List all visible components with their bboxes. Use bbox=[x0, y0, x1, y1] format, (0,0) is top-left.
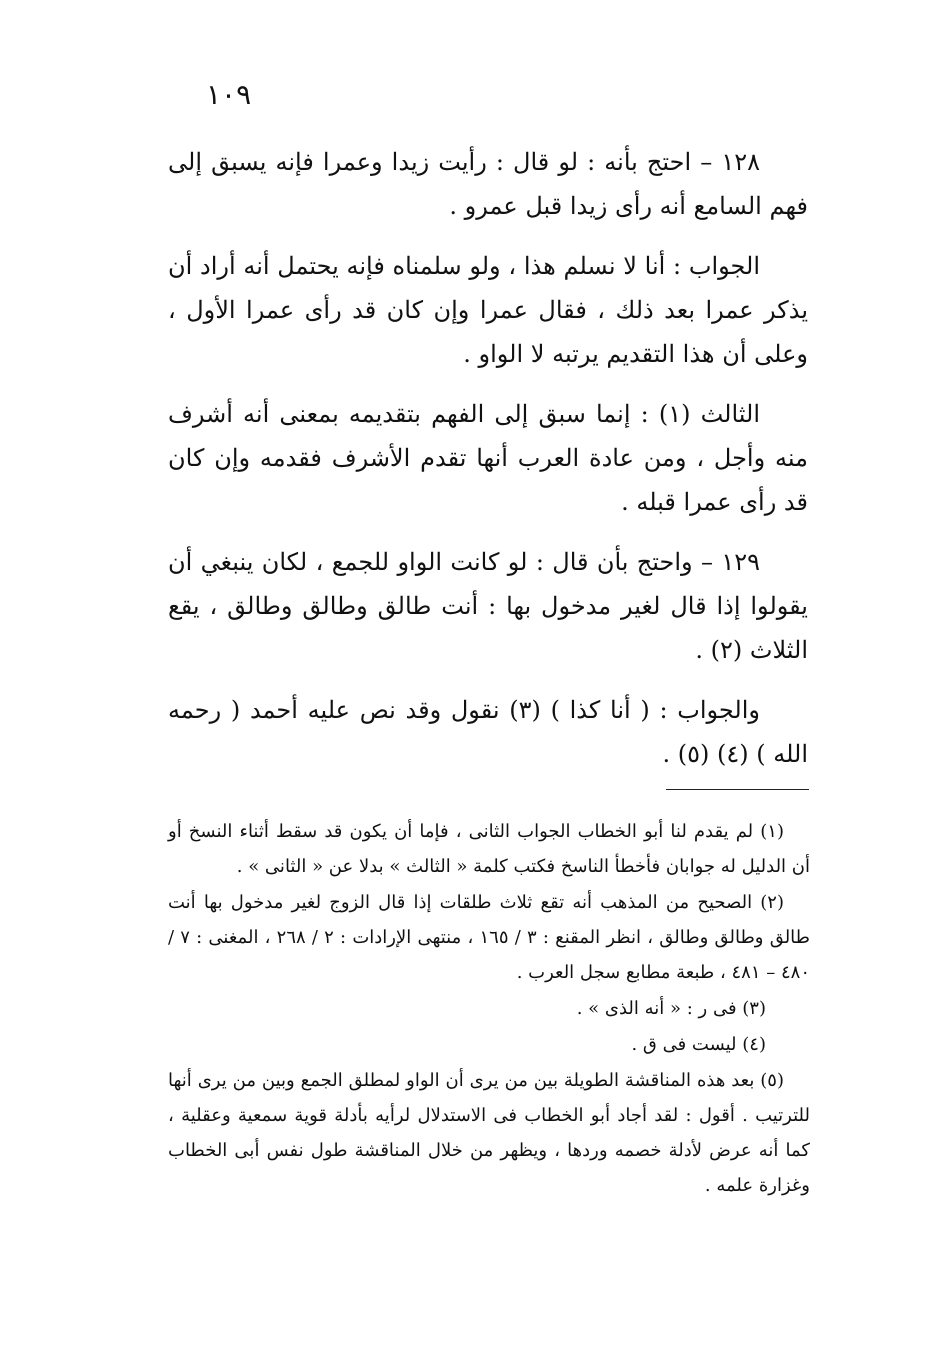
page-number: ١٠٩ bbox=[206, 78, 252, 111]
footnote-1: (١) لم يقدم لنا أبو الخطاب الجواب الثانى ، فإما أن يكون قد سقط أثناء النسخ أو أن الدليل له جوابان فأخطأ الناسخ فكتب كلمة « الثالث » بدلا عن « الثانى » . bbox=[168, 821, 810, 877]
paragraph-129: ١٢٩ – واحتج بأن قال : لو كانت الواو للجمع ، لكان ينبغي أن يقولوا إذا قال لغير مدخول بها : أنت طالق وطالق وطالق ، يقع الثلاث (٢) . bbox=[168, 548, 808, 664]
paragraph-third: الثالث (١) : إنما سبق إلى الفهم بتقديمه بمعنى أنه أشرف منه وأجل ، ومن عادة العرب أنها تقدم الأشرف فقدمه وإن كان قد رأى عمرا قبله . bbox=[168, 400, 808, 516]
footnote-2: (٢) الصحيح من المذهب أنه تقع ثلاث طلقات إذا قال الزوج لغير مدخول بها أنت طالق وطالق وطالق ، انظر المقنع : ٣ / ١٦٥ ، منتهى الإرادات : ٢ / ٢٦٨ ، المغنى : ٧ / ٤٨٠ – ٤٨١ ، طبعة مطابع سجل العرب . bbox=[168, 892, 810, 983]
footnote-4: (٤) ليست فى ق . bbox=[631, 1034, 766, 1055]
footnote-divider bbox=[666, 789, 809, 790]
paragraph-128: ١٢٨ – احتج بأنه : لو قال : رأيت زيدا وعمرا فإنه يسبق إلى فهم السامع أنه رأى زيدا قبل عمرو . bbox=[168, 148, 808, 220]
paragraph-answer-2: والجواب : ( أنا كذا ) (٣) نقول وقد نص عليه أحمد ( رحمه الله ) (٤) (٥) . bbox=[168, 696, 808, 768]
footnotes bbox=[168, 814, 810, 1204]
main-text bbox=[168, 140, 808, 792]
footnote-3: (٣) فى ر : « أنه الذى » . bbox=[576, 998, 766, 1019]
footnote-5: (٥) بعد هذه المناقشة الطويلة بين من يرى أن الواو لمطلق الجمع وبين من يرى أنها للترتيب . أقول : لقد أجاد أبو الخطاب فى الاستدلال لرأيه بأدلة قوية سمعية وعقلية ، كما أنه عرض لأدلة خصمه وردها ، ويظهر من خلال المناقشة طول نفس أبى الخطاب وغزارة علمه . bbox=[168, 1070, 810, 1196]
paragraph-answer-1: الجواب : أنا لا نسلم هذا ، ولو سلمناه فإنه يحتمل أنه أراد أن يذكر عمرا بعد ذلك ، فقال عمرا وإن كان قد رأى عمرا الأول ، وعلى أن هذا التقديم يرتبه لا الواو . bbox=[168, 252, 808, 368]
